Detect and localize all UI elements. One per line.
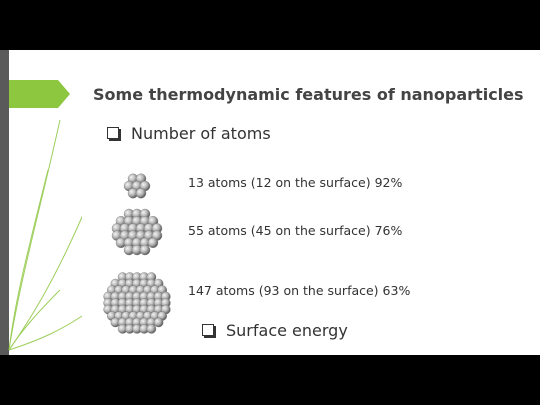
- bullet-number-of-atoms: [107, 124, 271, 143]
- atom-sphere: [136, 188, 146, 198]
- cluster-147-text: 147 atoms (93 on the surface) 63%: [188, 283, 411, 298]
- atom-sphere: [140, 245, 150, 255]
- bullet-label: Surface energy: [226, 321, 348, 340]
- atom-sphere: [148, 238, 158, 248]
- cluster-55-atoms: [112, 209, 162, 255]
- cluster-13-text: 13 atoms (12 on the surface) 92%: [188, 175, 403, 190]
- square-bullet-icon: [202, 324, 214, 336]
- square-bullet-icon: [107, 127, 119, 139]
- cluster-147-atoms: [104, 272, 171, 333]
- cluster-13-atoms: [124, 174, 150, 198]
- slide: [0, 50, 540, 355]
- atom-sphere: [154, 318, 163, 327]
- atom-sphere: [147, 324, 156, 333]
- bullet-surface-energy: [202, 321, 348, 340]
- bullet-label: Number of atoms: [131, 124, 271, 143]
- cluster-55-text: 55 atoms (45 on the surface) 76%: [188, 223, 403, 238]
- nanoparticle-clusters-image: [82, 160, 193, 348]
- title-accent-banner: [0, 80, 70, 108]
- slide-title: Some thermodynamic features of nanoparticles: [93, 85, 524, 104]
